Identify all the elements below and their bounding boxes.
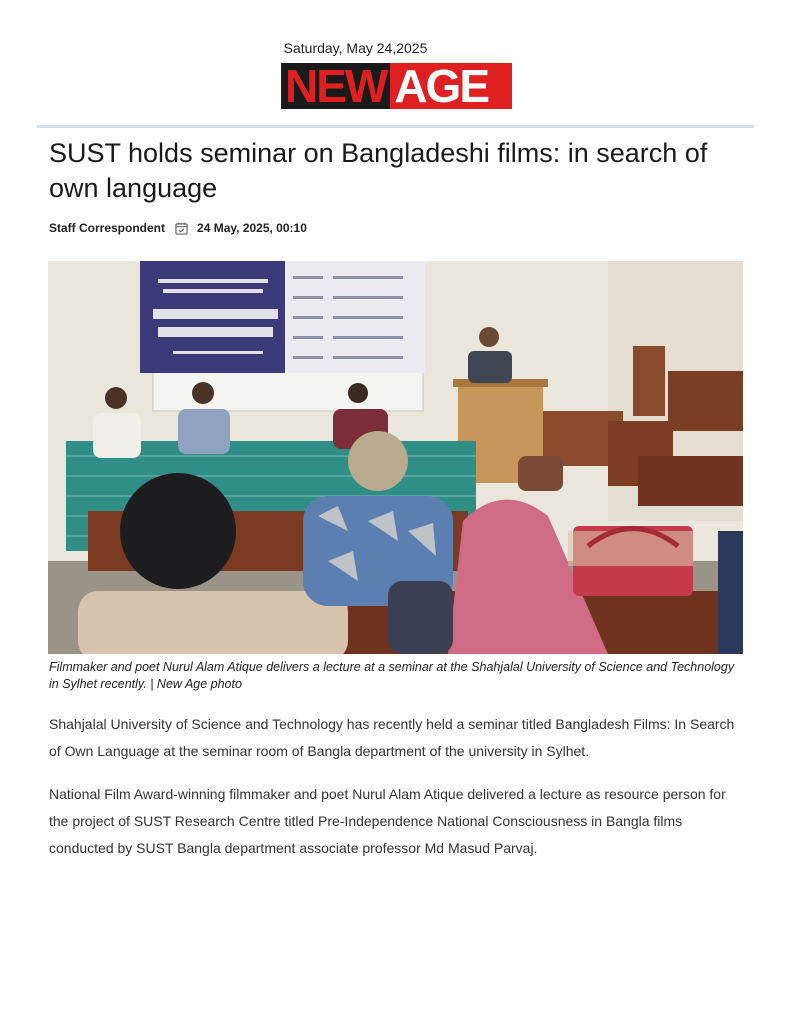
article-paragraph: Shahjalal University of Science and Technology has recently held a seminar titled Bangladesh Films: In Search of Own Language at the seminar room of Bangla department of the university in Sylhet.: [49, 716, 735, 759]
header-divider: [37, 125, 754, 128]
newage-logo[interactable]: [281, 60, 512, 112]
seminar-photo-illustration: [48, 261, 743, 654]
edition-date: Saturday, May 24,2025: [283, 40, 428, 56]
logo-part-age: AGE: [390, 63, 512, 109]
logo-part-new: NEW: [281, 63, 390, 109]
article-paragraph: National Film Award-winning filmmaker and poet Nurul Alam Atique delivered a lecture as resource person for the project of SUST Research Centre titled Pre-Independence National Consciousness in Bangla films conducted by SUST Bangla department associate professor Md Masud Parvaj.: [49, 786, 726, 856]
article-photo: [48, 261, 743, 654]
photo-caption: Filmmaker and poet Nurul Alam Atique delivers a lecture at a seminar at the Shahjalal University of Science and Technology in Sylhet recently. | New Age photo: [49, 660, 735, 691]
author-name[interactable]: Staff Correspondent: [49, 221, 166, 235]
publish-time: 24 May, 2025, 00:10: [197, 221, 307, 235]
article-meta: [49, 219, 307, 237]
calendar-icon: [175, 222, 188, 235]
article-title: SUST holds seminar on Bangladeshi films: in search of own language: [49, 138, 708, 203]
